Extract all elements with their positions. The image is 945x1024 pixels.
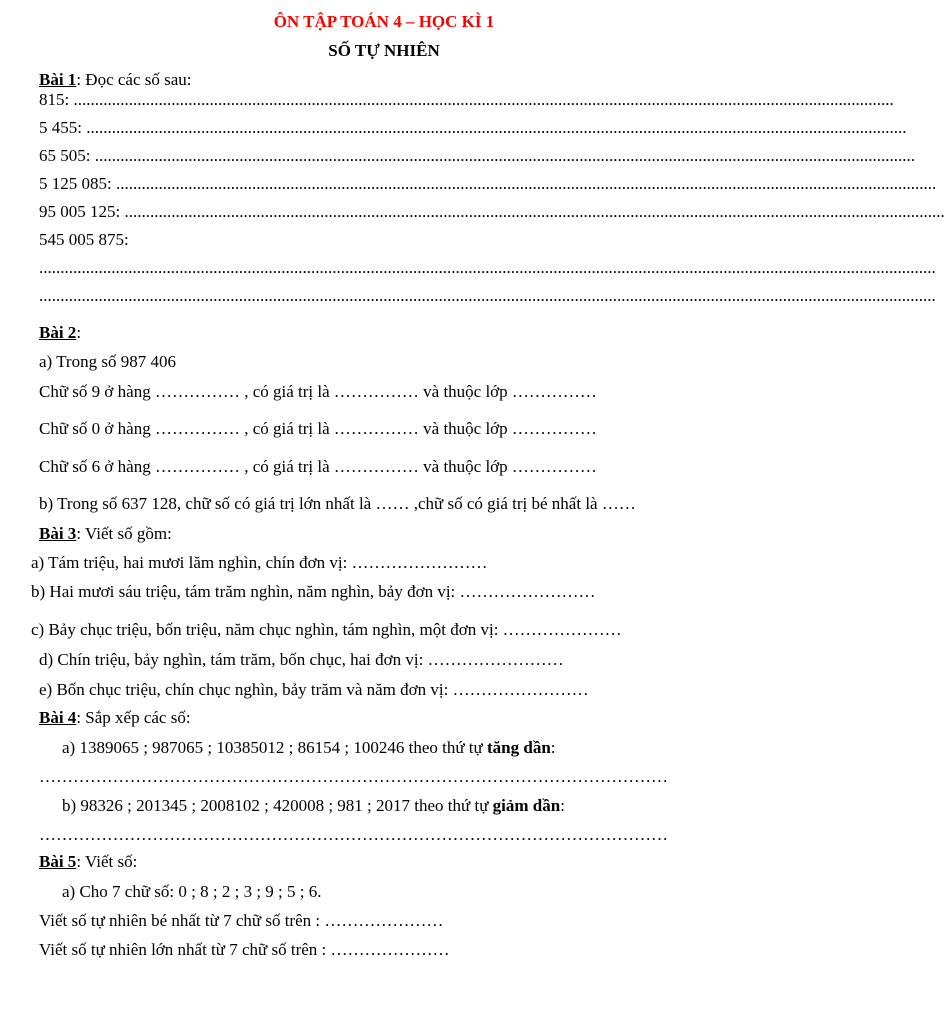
bai3-heading <box>39 524 172 544</box>
bai4-b-order: giảm dần <box>492 796 561 815</box>
answer-dots: ................................................................................................................................................................................................. <box>69 90 894 109</box>
bai3-item: d) Chín triệu, bảy nghìn, tám trăm, bốn chục, hai đơn vị: …………………… <box>39 650 564 669</box>
bai3-item: e) Bốn chục triệu, chín chục nghìn, bảy trăm và năm đơn vị: …………………… <box>39 680 589 699</box>
bai4-a <box>62 738 556 758</box>
bai5-label: Bài 5 <box>39 852 77 871</box>
answer-dots: ................................................................................................................................................................................................. <box>111 174 937 193</box>
bai3-item: c) Bảy chục triệu, bốn triệu, năm chục nghìn, tám nghìn, một đơn vị: ………………… <box>31 620 622 639</box>
bai1-item <box>39 202 945 222</box>
bai2-b: b) Trong số 637 128, chữ số có giá trị lớn nhất là …… ,chữ số có giá trị bé nhất là …… <box>39 494 636 513</box>
bai4-a-colon: : <box>550 738 556 757</box>
answer-dots: ................................................................................................................................................................................................. <box>120 202 945 221</box>
bai5-heading <box>39 852 137 872</box>
bai4-b-text: b) 98326 ; 201345 ; 2008102 ; 420008 ; 981 ; 2017 theo thứ tự <box>62 796 493 815</box>
answer-dots: ………………………………………………………………………………………………… <box>39 825 668 844</box>
bai2-label: Bài 2 <box>39 323 77 342</box>
bai1-number-label: 5 455: <box>39 118 82 137</box>
bai1-item <box>39 146 915 166</box>
bai1-number-label: 5 125 085: <box>39 174 112 193</box>
bai2-a-intro: a) Trong số 987 406 <box>39 352 176 371</box>
bai2-row: Chữ số 0 ở hàng …………… , có giá trị là …………… và thuộc lớp …………… <box>39 419 597 438</box>
bai1-item <box>39 90 894 110</box>
bai4-a-order: tăng dần <box>487 738 551 757</box>
bai5-smallest: Viết số tự nhiên bé nhất từ 7 chữ số trên : ………………… <box>39 911 444 930</box>
answer-dots: ................................................................................................................................................................................................. <box>81 118 907 137</box>
worksheet-subtitle: SỐ TỰ NHIÊN <box>328 41 440 60</box>
worksheet-title: ÔN TẬP TOÁN 4 – HỌC KÌ 1 <box>273 12 495 31</box>
bai2-colon: : <box>76 323 82 342</box>
bai1-number-label: 65 505: <box>39 146 91 165</box>
bai3-item: a) Tám triệu, hai mươi lăm nghìn, chín đơn vị: …………………… <box>31 553 488 572</box>
bai4-label: Bài 4 <box>39 708 77 727</box>
bai5-instruction: : Viết số: <box>76 852 138 871</box>
answer-dots: ................................................................................................................................................................................................................... <box>39 258 936 277</box>
bai4-b <box>62 796 565 816</box>
bai3-instruction: : Viết số gồm: <box>76 524 172 543</box>
bai1-heading <box>39 70 192 90</box>
answer-dots: ………………………………………………………………………………………………… <box>39 767 668 786</box>
bai3-label: Bài 3 <box>39 524 77 543</box>
bai2-row: Chữ số 9 ở hàng …………… , có giá trị là …………… và thuộc lớp …………… <box>39 382 597 401</box>
bai1-item <box>39 174 937 194</box>
bai2-row: Chữ số 6 ở hàng …………… , có giá trị là …………… và thuộc lớp …………… <box>39 457 597 476</box>
bai1-item <box>39 118 907 138</box>
bai1-instruction: : Đọc các số sau: <box>76 70 192 89</box>
bai4-b-colon: : <box>560 796 565 815</box>
answer-dots: ................................................................................................................................................................................................. <box>90 146 915 165</box>
bai1-label: Bài 1 <box>39 70 77 89</box>
answer-dots: ................................................................................................................................................................................................................... <box>39 286 936 305</box>
bai5-largest: Viết số tự nhiên lớn nhất từ 7 chữ số trên : ………………… <box>39 940 450 959</box>
bai1-number-label: 815: <box>39 90 70 109</box>
bai5-a: a) Cho 7 chữ số: 0 ; 8 ; 2 ; 3 ; 9 ; 5 ; 6. <box>62 882 322 901</box>
bai4-heading <box>39 708 191 728</box>
bai2-heading <box>39 323 81 343</box>
bai1-number-label: 95 005 125: <box>39 202 121 221</box>
bai3-item: b) Hai mươi sáu triệu, tám trăm nghìn, năm nghìn, bảy đơn vị: …………………… <box>31 582 596 601</box>
bai4-instruction: : Sắp xếp các số: <box>76 708 191 727</box>
bai4-a-text: a) 1389065 ; 987065 ; 10385012 ; 86154 ; 100246 theo thứ tự <box>62 738 487 757</box>
bai1-number-label: 545 005 875: <box>39 230 129 249</box>
